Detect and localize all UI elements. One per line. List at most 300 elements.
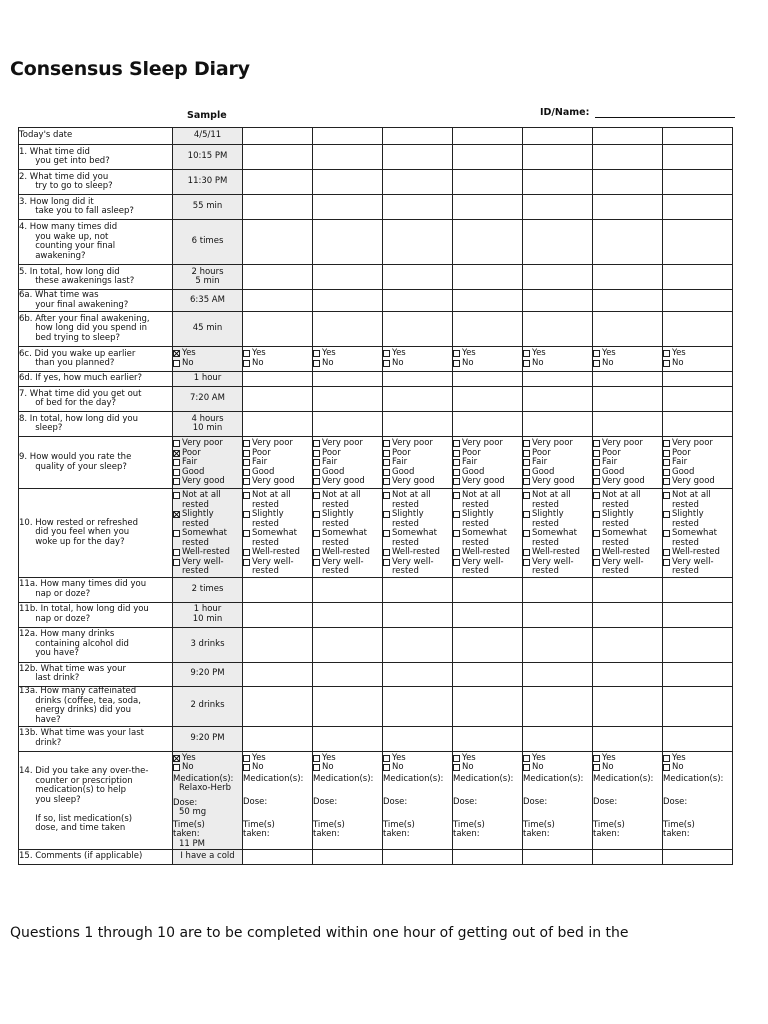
entry-cell[interactable]: [523, 290, 593, 312]
sample-cell[interactable]: [173, 195, 243, 220]
entry-cell[interactable]: [243, 437, 313, 489]
entry-cell[interactable]: [313, 347, 383, 372]
checkbox[interactable]: [663, 764, 670, 771]
checkbox[interactable]: [383, 559, 390, 566]
entry-cell[interactable]: [663, 412, 733, 437]
option[interactable]: [313, 477, 382, 487]
checkbox[interactable]: [593, 559, 600, 566]
checkbox[interactable]: [593, 755, 600, 762]
option[interactable]: [173, 491, 242, 510]
entry-cell[interactable]: [663, 128, 733, 145]
entry-cell[interactable]: [663, 602, 733, 627]
entry-cell[interactable]: [593, 726, 663, 751]
entry-cell[interactable]: [523, 602, 593, 627]
checkbox[interactable]: [243, 450, 250, 457]
entry-cell[interactable]: [663, 145, 733, 170]
checkbox[interactable]: [173, 511, 180, 518]
entry-cell[interactable]: [243, 662, 313, 686]
entry-cell[interactable]: [523, 627, 593, 662]
entry-cell[interactable]: [663, 437, 733, 489]
entry-cell[interactable]: [593, 577, 663, 602]
option[interactable]: [243, 529, 312, 548]
entry-cell[interactable]: [313, 312, 383, 347]
checkbox[interactable]: [453, 459, 460, 466]
entry-cell[interactable]: [453, 686, 523, 726]
entry-cell[interactable]: [663, 387, 733, 412]
entry-cell[interactable]: [383, 602, 453, 627]
checkbox[interactable]: [593, 469, 600, 476]
option[interactable]: [663, 491, 732, 510]
option[interactable]: [663, 529, 732, 548]
checkbox[interactable]: [663, 350, 670, 357]
entry-cell[interactable]: [313, 489, 383, 578]
entry-cell[interactable]: [523, 265, 593, 290]
checkbox[interactable]: [243, 549, 250, 556]
option[interactable]: [663, 477, 732, 487]
sample-cell[interactable]: [173, 577, 243, 602]
entry-cell[interactable]: [313, 686, 383, 726]
entry-cell[interactable]: [313, 372, 383, 387]
checkbox[interactable]: [523, 440, 530, 447]
entry-cell[interactable]: [313, 290, 383, 312]
entry-cell[interactable]: [243, 412, 313, 437]
entry-cell[interactable]: [663, 850, 733, 865]
checkbox[interactable]: [593, 459, 600, 466]
option[interactable]: [173, 558, 242, 577]
entry-cell[interactable]: [313, 170, 383, 195]
entry-cell[interactable]: [243, 726, 313, 751]
entry-cell[interactable]: [453, 412, 523, 437]
sample-cell[interactable]: [173, 265, 243, 290]
entry-cell[interactable]: [313, 662, 383, 686]
checkbox[interactable]: [313, 530, 320, 537]
checkbox[interactable]: [453, 530, 460, 537]
sample-cell[interactable]: [173, 347, 243, 372]
entry-cell[interactable]: [243, 195, 313, 220]
checkbox[interactable]: [313, 559, 320, 566]
entry-cell[interactable]: [313, 128, 383, 145]
entry-cell[interactable]: [523, 577, 593, 602]
checkbox[interactable]: [523, 755, 530, 762]
sample-cell[interactable]: [173, 662, 243, 686]
checkbox[interactable]: [383, 360, 390, 367]
entry-cell[interactable]: [663, 290, 733, 312]
checkbox[interactable]: [523, 492, 530, 499]
entry-cell[interactable]: [453, 387, 523, 412]
entry-cell[interactable]: [243, 387, 313, 412]
checkbox[interactable]: [383, 478, 390, 485]
entry-cell[interactable]: [243, 290, 313, 312]
entry-cell[interactable]: [593, 128, 663, 145]
option[interactable]: [173, 763, 242, 773]
checkbox[interactable]: [173, 350, 180, 357]
entry-cell[interactable]: [243, 577, 313, 602]
option[interactable]: [313, 359, 382, 369]
entry-cell[interactable]: [523, 312, 593, 347]
option[interactable]: [243, 558, 312, 577]
entry-cell[interactable]: [593, 265, 663, 290]
option[interactable]: [663, 763, 732, 773]
checkbox[interactable]: [523, 530, 530, 537]
entry-cell[interactable]: [593, 751, 663, 850]
checkbox[interactable]: [593, 511, 600, 518]
entry-cell[interactable]: [383, 195, 453, 220]
option[interactable]: [523, 763, 592, 773]
checkbox[interactable]: [313, 549, 320, 556]
checkbox[interactable]: [313, 360, 320, 367]
checkbox[interactable]: [593, 360, 600, 367]
option[interactable]: [243, 510, 312, 529]
entry-cell[interactable]: [243, 489, 313, 578]
checkbox[interactable]: [173, 450, 180, 457]
checkbox[interactable]: [313, 755, 320, 762]
entry-cell[interactable]: [313, 195, 383, 220]
entry-cell[interactable]: [313, 850, 383, 865]
checkbox[interactable]: [663, 530, 670, 537]
entry-cell[interactable]: [243, 312, 313, 347]
checkbox[interactable]: [313, 511, 320, 518]
entry-cell[interactable]: [453, 290, 523, 312]
entry-cell[interactable]: [663, 372, 733, 387]
entry-cell[interactable]: [243, 265, 313, 290]
entry-cell[interactable]: [453, 437, 523, 489]
entry-cell[interactable]: [453, 751, 523, 850]
option[interactable]: [523, 359, 592, 369]
checkbox[interactable]: [383, 350, 390, 357]
entry-cell[interactable]: [383, 312, 453, 347]
sample-cell[interactable]: [173, 437, 243, 489]
entry-cell[interactable]: [593, 489, 663, 578]
entry-cell[interactable]: [313, 751, 383, 850]
checkbox[interactable]: [593, 450, 600, 457]
checkbox[interactable]: [593, 440, 600, 447]
entry-cell[interactable]: [593, 387, 663, 412]
entry-cell[interactable]: [383, 128, 453, 145]
entry-cell[interactable]: [383, 145, 453, 170]
sample-cell[interactable]: [173, 686, 243, 726]
entry-cell[interactable]: [663, 170, 733, 195]
entry-cell[interactable]: [243, 145, 313, 170]
entry-cell[interactable]: [453, 489, 523, 578]
entry-cell[interactable]: [313, 577, 383, 602]
entry-cell[interactable]: [453, 347, 523, 372]
checkbox[interactable]: [593, 530, 600, 537]
checkbox[interactable]: [173, 492, 180, 499]
checkbox[interactable]: [523, 450, 530, 457]
entry-cell[interactable]: [593, 437, 663, 489]
option[interactable]: [593, 763, 662, 773]
checkbox[interactable]: [243, 492, 250, 499]
option[interactable]: [383, 510, 452, 529]
entry-cell[interactable]: [523, 489, 593, 578]
option[interactable]: [453, 510, 522, 529]
checkbox[interactable]: [173, 530, 180, 537]
entry-cell[interactable]: [313, 220, 383, 265]
checkbox[interactable]: [663, 492, 670, 499]
option[interactable]: [313, 763, 382, 773]
checkbox[interactable]: [453, 755, 460, 762]
option[interactable]: [593, 529, 662, 548]
checkbox[interactable]: [243, 511, 250, 518]
entry-cell[interactable]: [313, 627, 383, 662]
sample-cell[interactable]: [173, 128, 243, 145]
checkbox[interactable]: [313, 478, 320, 485]
entry-cell[interactable]: [453, 662, 523, 686]
checkbox[interactable]: [173, 549, 180, 556]
option[interactable]: [453, 477, 522, 487]
entry-cell[interactable]: [593, 290, 663, 312]
checkbox[interactable]: [173, 478, 180, 485]
entry-cell[interactable]: [453, 220, 523, 265]
entry-cell[interactable]: [383, 437, 453, 489]
sample-cell[interactable]: [173, 726, 243, 751]
sample-cell[interactable]: [173, 220, 243, 265]
checkbox[interactable]: [243, 478, 250, 485]
checkbox[interactable]: [663, 469, 670, 476]
checkbox[interactable]: [383, 755, 390, 762]
checkbox[interactable]: [453, 360, 460, 367]
checkbox[interactable]: [663, 549, 670, 556]
checkbox[interactable]: [173, 764, 180, 771]
entry-cell[interactable]: [523, 128, 593, 145]
entry-cell[interactable]: [383, 577, 453, 602]
sample-cell[interactable]: [173, 145, 243, 170]
entry-cell[interactable]: [593, 850, 663, 865]
checkbox[interactable]: [453, 764, 460, 771]
option[interactable]: [593, 359, 662, 369]
entry-cell[interactable]: [593, 145, 663, 170]
checkbox[interactable]: [243, 764, 250, 771]
entry-cell[interactable]: [383, 726, 453, 751]
checkbox[interactable]: [593, 492, 600, 499]
checkbox[interactable]: [453, 549, 460, 556]
entry-cell[interactable]: [523, 372, 593, 387]
entry-cell[interactable]: [383, 387, 453, 412]
entry-cell[interactable]: [663, 265, 733, 290]
entry-cell[interactable]: [593, 602, 663, 627]
sample-cell[interactable]: [173, 290, 243, 312]
checkbox[interactable]: [663, 440, 670, 447]
entry-cell[interactable]: [663, 627, 733, 662]
checkbox[interactable]: [453, 492, 460, 499]
checkbox[interactable]: [313, 469, 320, 476]
option[interactable]: [453, 491, 522, 510]
entry-cell[interactable]: [313, 412, 383, 437]
entry-cell[interactable]: [593, 662, 663, 686]
option[interactable]: [313, 510, 382, 529]
option[interactable]: [593, 491, 662, 510]
option[interactable]: [453, 763, 522, 773]
checkbox[interactable]: [313, 764, 320, 771]
entry-cell[interactable]: [663, 347, 733, 372]
option[interactable]: [243, 359, 312, 369]
checkbox[interactable]: [383, 450, 390, 457]
option[interactable]: [383, 359, 452, 369]
sample-cell[interactable]: [173, 170, 243, 195]
option[interactable]: [523, 510, 592, 529]
entry-cell[interactable]: [593, 312, 663, 347]
checkbox[interactable]: [663, 360, 670, 367]
entry-cell[interactable]: [453, 170, 523, 195]
checkbox[interactable]: [523, 559, 530, 566]
entry-cell[interactable]: [243, 850, 313, 865]
checkbox[interactable]: [243, 459, 250, 466]
checkbox[interactable]: [523, 549, 530, 556]
checkbox[interactable]: [383, 440, 390, 447]
entry-cell[interactable]: [593, 686, 663, 726]
option[interactable]: [593, 558, 662, 577]
entry-cell[interactable]: [313, 145, 383, 170]
entry-cell[interactable]: [663, 726, 733, 751]
entry-cell[interactable]: [383, 412, 453, 437]
entry-cell[interactable]: [243, 372, 313, 387]
option[interactable]: [453, 359, 522, 369]
option[interactable]: [523, 529, 592, 548]
checkbox[interactable]: [173, 440, 180, 447]
checkbox[interactable]: [173, 559, 180, 566]
checkbox[interactable]: [663, 755, 670, 762]
entry-cell[interactable]: [663, 195, 733, 220]
entry-cell[interactable]: [663, 489, 733, 578]
entry-cell[interactable]: [593, 627, 663, 662]
entry-cell[interactable]: [313, 265, 383, 290]
checkbox[interactable]: [663, 559, 670, 566]
checkbox[interactable]: [383, 492, 390, 499]
entry-cell[interactable]: [383, 220, 453, 265]
checkbox[interactable]: [313, 492, 320, 499]
checkbox[interactable]: [593, 549, 600, 556]
sample-cell[interactable]: [173, 489, 243, 578]
option[interactable]: [313, 558, 382, 577]
checkbox[interactable]: [173, 459, 180, 466]
entry-cell[interactable]: [243, 220, 313, 265]
entry-cell[interactable]: [383, 170, 453, 195]
entry-cell[interactable]: [313, 602, 383, 627]
checkbox[interactable]: [243, 360, 250, 367]
checkbox[interactable]: [383, 459, 390, 466]
entry-cell[interactable]: [523, 387, 593, 412]
entry-cell[interactable]: [453, 602, 523, 627]
option[interactable]: [663, 558, 732, 577]
sample-cell[interactable]: [173, 850, 243, 865]
entry-cell[interactable]: [523, 220, 593, 265]
entry-cell[interactable]: [453, 128, 523, 145]
checkbox[interactable]: [593, 350, 600, 357]
sample-cell[interactable]: [173, 751, 243, 850]
option[interactable]: [383, 477, 452, 487]
checkbox[interactable]: [173, 755, 180, 762]
checkbox[interactable]: [313, 450, 320, 457]
checkbox[interactable]: [243, 755, 250, 762]
checkbox[interactable]: [593, 478, 600, 485]
checkbox[interactable]: [523, 469, 530, 476]
entry-cell[interactable]: [383, 686, 453, 726]
option[interactable]: [383, 491, 452, 510]
entry-cell[interactable]: [383, 347, 453, 372]
option[interactable]: [663, 510, 732, 529]
entry-cell[interactable]: [383, 372, 453, 387]
id-name-line[interactable]: [595, 107, 735, 118]
checkbox[interactable]: [243, 469, 250, 476]
option[interactable]: [523, 477, 592, 487]
option[interactable]: [593, 477, 662, 487]
entry-cell[interactable]: [453, 372, 523, 387]
entry-cell[interactable]: [243, 128, 313, 145]
checkbox[interactable]: [663, 511, 670, 518]
entry-cell[interactable]: [593, 220, 663, 265]
entry-cell[interactable]: [523, 686, 593, 726]
option[interactable]: [383, 529, 452, 548]
entry-cell[interactable]: [453, 145, 523, 170]
option[interactable]: [173, 529, 242, 548]
checkbox[interactable]: [523, 360, 530, 367]
checkbox[interactable]: [243, 440, 250, 447]
entry-cell[interactable]: [663, 220, 733, 265]
option[interactable]: [383, 558, 452, 577]
checkbox[interactable]: [523, 478, 530, 485]
entry-cell[interactable]: [663, 686, 733, 726]
checkbox[interactable]: [523, 459, 530, 466]
entry-cell[interactable]: [453, 312, 523, 347]
checkbox[interactable]: [453, 469, 460, 476]
entry-cell[interactable]: [313, 387, 383, 412]
sample-cell[interactable]: [173, 387, 243, 412]
entry-cell[interactable]: [523, 726, 593, 751]
entry-cell[interactable]: [523, 850, 593, 865]
entry-cell[interactable]: [243, 347, 313, 372]
checkbox[interactable]: [523, 764, 530, 771]
entry-cell[interactable]: [523, 195, 593, 220]
entry-cell[interactable]: [383, 751, 453, 850]
option[interactable]: [383, 763, 452, 773]
option[interactable]: [523, 558, 592, 577]
entry-cell[interactable]: [383, 265, 453, 290]
checkbox[interactable]: [523, 350, 530, 357]
checkbox[interactable]: [453, 511, 460, 518]
entry-cell[interactable]: [593, 372, 663, 387]
option[interactable]: [173, 359, 242, 369]
entry-cell[interactable]: [593, 170, 663, 195]
entry-cell[interactable]: [453, 265, 523, 290]
checkbox[interactable]: [593, 764, 600, 771]
entry-cell[interactable]: [243, 602, 313, 627]
checkbox[interactable]: [383, 530, 390, 537]
checkbox[interactable]: [453, 478, 460, 485]
checkbox[interactable]: [453, 440, 460, 447]
option[interactable]: [453, 529, 522, 548]
entry-cell[interactable]: [453, 726, 523, 751]
entry-cell[interactable]: [383, 489, 453, 578]
option[interactable]: [243, 763, 312, 773]
entry-cell[interactable]: [523, 347, 593, 372]
checkbox[interactable]: [663, 459, 670, 466]
entry-cell[interactable]: [593, 412, 663, 437]
entry-cell[interactable]: [243, 686, 313, 726]
checkbox[interactable]: [313, 350, 320, 357]
entry-cell[interactable]: [593, 347, 663, 372]
checkbox[interactable]: [173, 360, 180, 367]
id-name-field[interactable]: [540, 107, 735, 118]
entry-cell[interactable]: [663, 312, 733, 347]
checkbox[interactable]: [383, 511, 390, 518]
checkbox[interactable]: [453, 559, 460, 566]
entry-cell[interactable]: [663, 662, 733, 686]
entry-cell[interactable]: [313, 726, 383, 751]
option[interactable]: [243, 491, 312, 510]
checkbox[interactable]: [453, 350, 460, 357]
entry-cell[interactable]: [523, 145, 593, 170]
entry-cell[interactable]: [383, 290, 453, 312]
